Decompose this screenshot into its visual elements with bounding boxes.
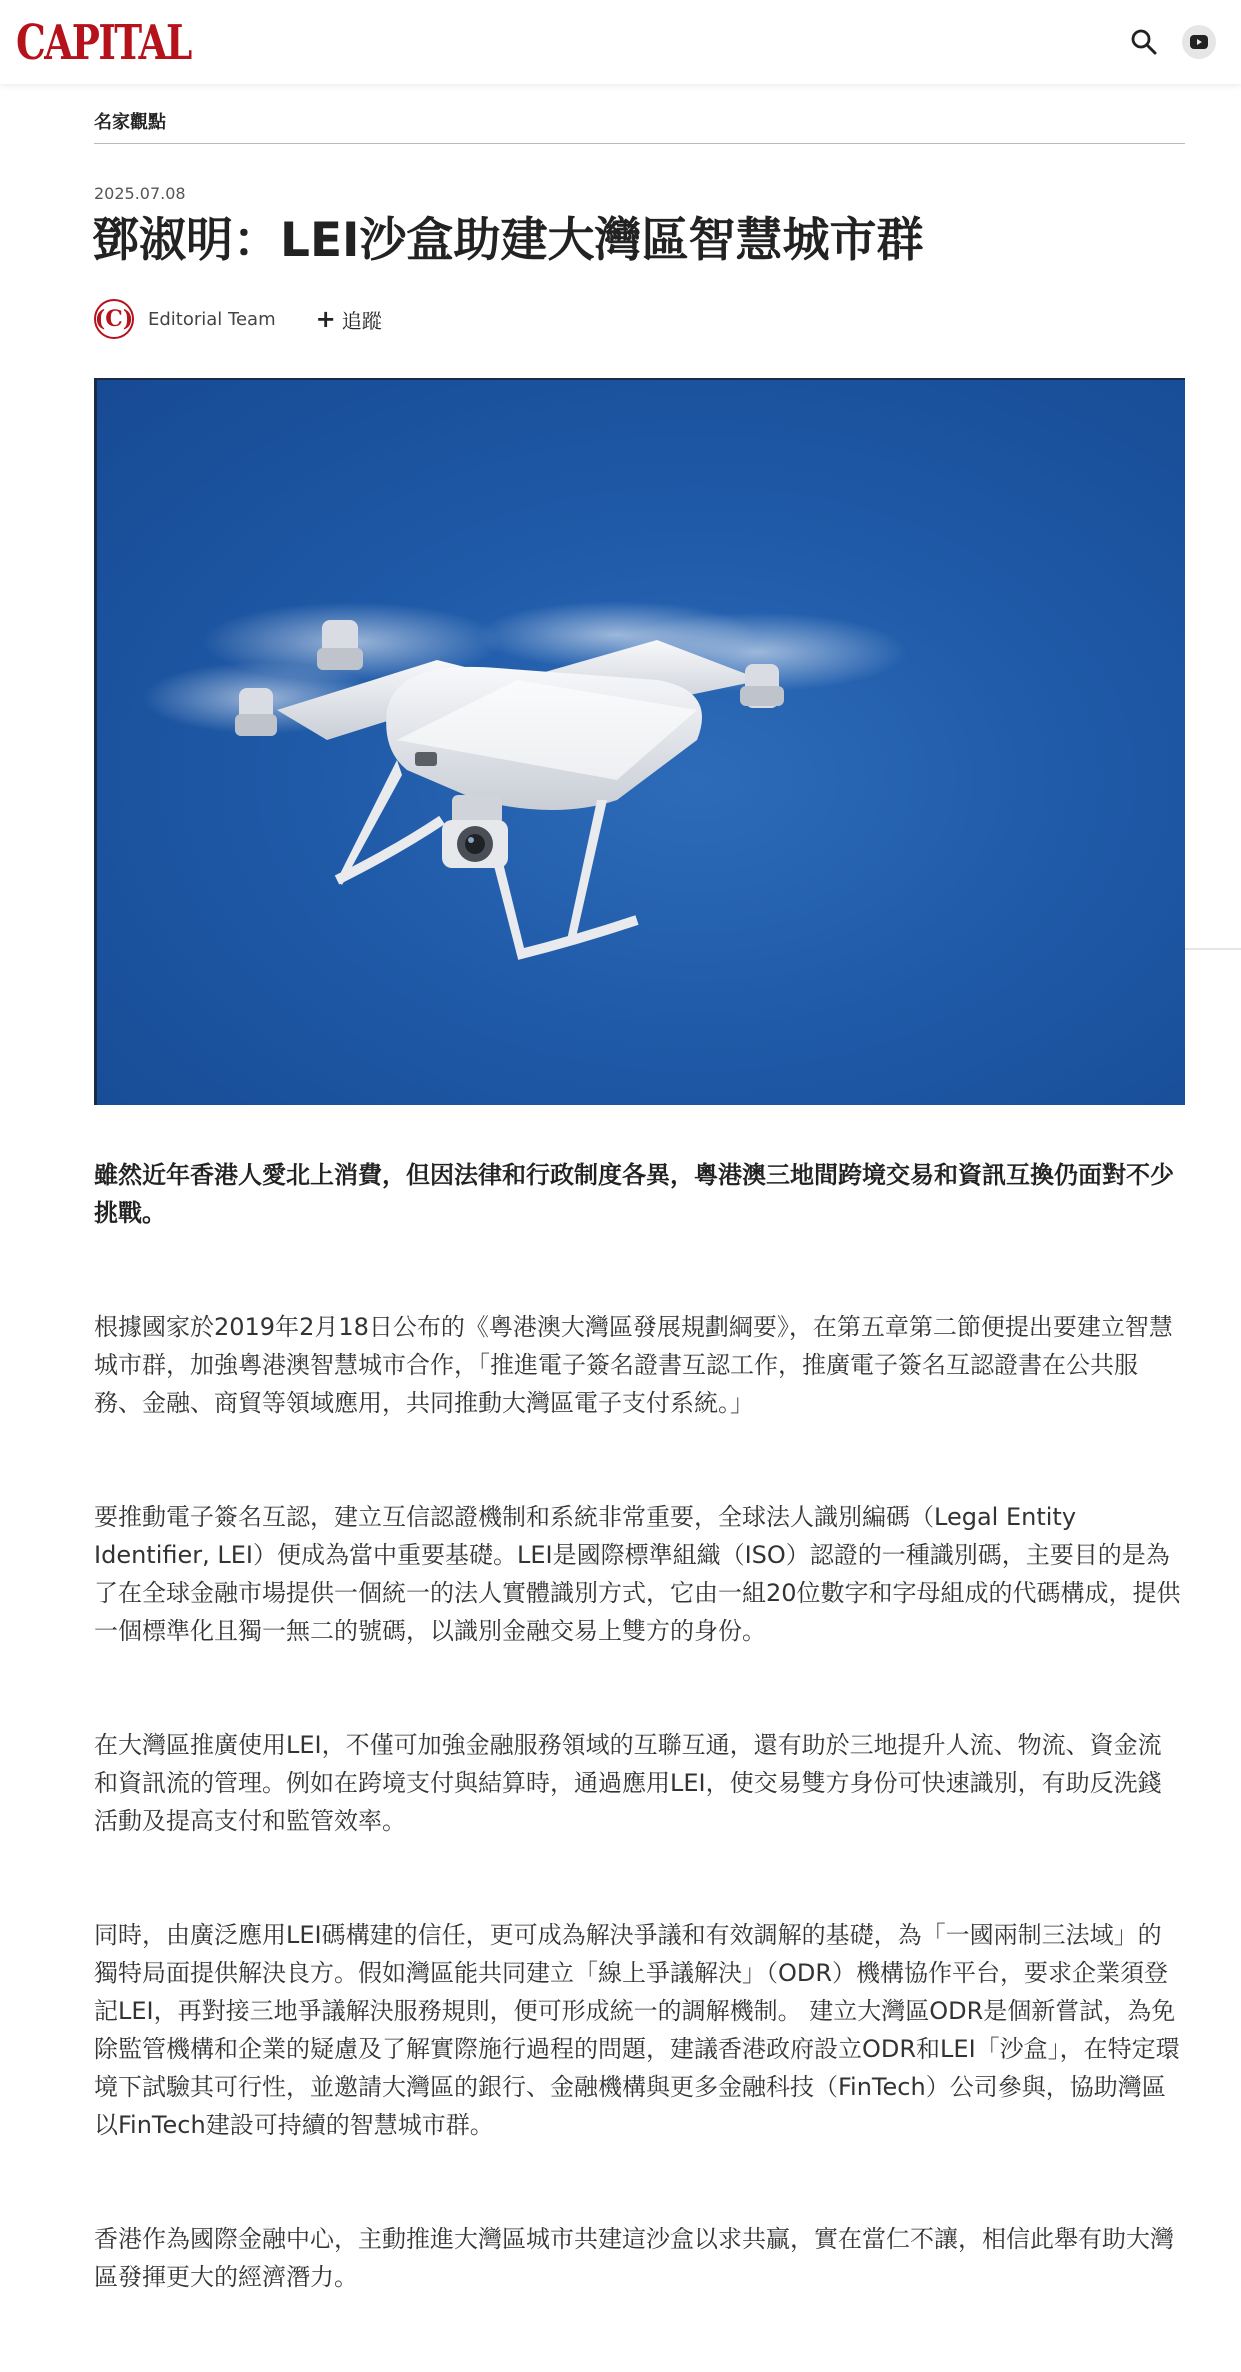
article-body [94,1156,1185,2372]
paragraph: 在大灣區推廣使用LEI，不僅可加強金融服務領域的互聯互通，還有助於三地提升人流、物流、資金流和資訊流的管理。例如在跨境支付與結算時，通過應用LEI，使交易雙方身份可快速識別，有助反洗錢活動及提高支付和監管效率。 [94,1731,1162,1835]
author-row [94,297,382,341]
divider [1185,948,1241,950]
paragraph: 根據國家於2019年2月18日公布的《粵港澳大灣區發展規劃綱要》，在第五章第二節便提出要建立智慧城市群，加強粵港澳智慧城市合作，「推進電子簽名證書互認工作，推廣電子簽名互認證書在公共服務、金融、商貿等領域應用，共同推動大灣區電子支付系統。」 [94,1313,1173,1417]
follow-label: 追蹤 [341,308,382,333]
divider [94,143,1185,144]
hero-image [94,378,1185,1105]
search-icon[interactable] [1126,24,1162,60]
youtube-icon [1182,25,1216,59]
paragraph: 香港作為國際金融中心，主動推進大灣區城市共建這沙盒以求共贏，實在當仁不讓，相信此舉有助大灣區發揮更大的經濟潛力。 [94,2225,1174,2291]
youtube-button[interactable] [1181,24,1217,60]
paragraph: 要推動電子簽名互認，建立互信認證機制和系統非常重要，全球法人識別編碼（Legal Entity Identifier, LEI）便成為當中重要基礎。LEI是國際標準組織（ISO）認證的一種識別碼，主要目的是為了在全球金融市場提供一個統一的法人實體識別方式，它由一組20位數字和字母組成的代碼構成，提供一個標準化且獨一無二的號碼，以識別金融交易上雙方的身份。 [94,1503,1181,1645]
site-header [0,0,1241,84]
publish-date: 2025.07.08 [94,184,186,203]
plus-icon: + [315,305,336,333]
section-label[interactable]: 名家觀點 [94,112,166,133]
author-avatar[interactable]: (C) [94,299,134,339]
author-name[interactable]: Editorial Team [148,308,276,330]
paragraph: 同時，由廣泛應用LEI碼構建的信任，更可成為解決爭議和有效調解的基礎，為「一國兩制三法域」的獨特局面提供解決良方。假如灣區能共同建立「線上爭議解決」（ODR）機構協作平台，要求企業須登記LEI，再對接三地爭議解決服務規則，便可形成統一的調解機制。 建立大灣區ODR是個新嘗試，為免除監管機構和企業的疑慮及了解實際施行過程的問題，建議香港政府設立ODR和LEI「沙盒」，在特定環境下試驗其可行性，並邀請大灣區的銀行、金融機構與更多金融科技（FinTech）公司參與，協助灣區以FinTech建設可持續的智慧城市群。 [94,1921,1180,2139]
lead-paragraph: 雖然近年香港人愛北上消費，但因法律和行政制度各異，粵港澳三地間跨境交易和資訊互換仍面對不少挑戰。 [94,1161,1174,1227]
capital-logo[interactable]: CAPITAL [16,15,191,71]
drone-illustration [97,380,1185,1105]
article-title: 鄧淑明：LEI沙盒助建大灣區智慧城市群 [92,213,924,268]
follow-button[interactable] [316,305,382,334]
